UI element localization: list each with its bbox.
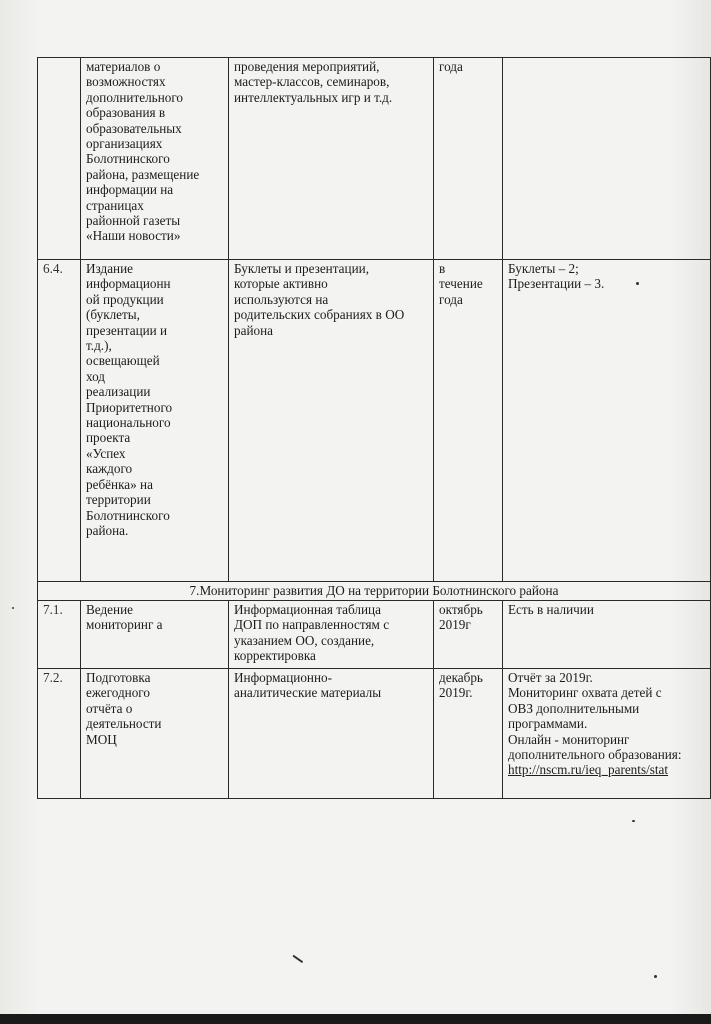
- text-line: возможностях: [86, 74, 166, 90]
- text-line: ход: [86, 368, 106, 384]
- scan-speck: [12, 607, 14, 609]
- text-line: реализации: [86, 384, 151, 400]
- form-cell: [229, 58, 434, 260]
- text-line: национального: [86, 415, 171, 431]
- text-line: страницах: [86, 197, 144, 213]
- text-line: года: [439, 291, 463, 307]
- scan-speck: [654, 975, 657, 978]
- text-line: Отчёт за 2019г.: [508, 670, 593, 685]
- deadline-cell: [434, 260, 503, 582]
- scan-edge: [0, 1014, 711, 1024]
- text-line: информационн: [86, 276, 171, 292]
- text-line: программами.: [508, 716, 588, 732]
- text-line: образования в: [86, 105, 166, 121]
- deadline-cell: [434, 601, 503, 669]
- text-line: дополнительного: [86, 89, 184, 105]
- text-line: Приоритетного: [86, 399, 173, 415]
- text-line: презентации и: [86, 322, 168, 338]
- scan-speck: [632, 820, 635, 822]
- activity-cell: [81, 669, 229, 799]
- text-line: дополнительного образования:: [508, 747, 682, 763]
- table-row-7-1: [38, 601, 711, 669]
- text-line: Буклеты и презентации,: [234, 261, 369, 276]
- text-line: освещающей: [86, 353, 160, 369]
- text-line: проекта: [86, 430, 131, 446]
- form-cell: [229, 601, 434, 669]
- scan-speck: [636, 282, 639, 285]
- text-line: ДОП по направленностям с: [234, 617, 390, 633]
- text-line: Болотнинского: [86, 151, 170, 167]
- text-line: информации на: [86, 182, 174, 198]
- table-row-continuation: [38, 58, 711, 260]
- result-cell: [503, 669, 711, 799]
- activity-cell: [81, 260, 229, 582]
- text-line: Ведение: [86, 602, 134, 617]
- monitoring-link[interactable]: http://nscm.ru/ieq_parents/stat: [508, 762, 669, 778]
- text-line: указанием ОО, создание,: [234, 632, 375, 648]
- text-line: МОЦ: [86, 731, 117, 747]
- text-line: ежегодного: [86, 685, 150, 701]
- text-line: ой продукции: [86, 291, 164, 307]
- text-line: каждого: [86, 461, 133, 477]
- text-line: Болотнинского: [86, 507, 170, 523]
- section-title: 7.Мониторинг развития ДО на территории Болотнинского района: [38, 582, 711, 601]
- text-line: района: [234, 322, 274, 338]
- text-line: ОВЗ дополнительными: [508, 700, 640, 716]
- activity-cell: [81, 601, 229, 669]
- text-line: района.: [86, 522, 129, 538]
- text-line: Информационно-: [234, 670, 333, 685]
- deadline-cell: [434, 669, 503, 799]
- text-line: ребёнка» на: [86, 476, 153, 492]
- text-line: Есть в наличии: [508, 602, 594, 617]
- text-line: Подготовка: [86, 670, 151, 685]
- text-line: Информационная таблица: [234, 602, 381, 617]
- text-line: образовательных: [86, 120, 182, 136]
- text-line: «Наши новости»: [86, 228, 181, 244]
- text-line: деятельности: [86, 716, 162, 732]
- text-line: Буклеты – 2;: [508, 261, 579, 276]
- text-line: (буклеты,: [86, 307, 140, 323]
- table-row-6-4: [38, 260, 711, 582]
- text-line: «Успех: [86, 445, 126, 461]
- text-line: материалов о: [86, 59, 161, 74]
- text-line: Презентации – 3.: [508, 276, 605, 292]
- text-line: аналитические материалы: [234, 685, 382, 701]
- result-cell: [503, 601, 711, 669]
- activity-cell: [81, 58, 229, 260]
- text-line: отчёта о: [86, 700, 133, 716]
- form-cell: [229, 260, 434, 582]
- text-line: мастер-классов, семинаров,: [234, 74, 390, 90]
- row-number: 7.1.: [38, 601, 81, 669]
- section-header-row: [38, 582, 711, 601]
- text-line: в: [439, 261, 446, 276]
- text-line: Мониторинг охвата детей с: [508, 685, 662, 701]
- text-line: 2019г.: [439, 685, 473, 701]
- text-line: года: [439, 59, 463, 74]
- text-line: декабрь: [439, 670, 483, 685]
- result-cell: [503, 260, 711, 582]
- text-line: Издание: [86, 261, 134, 276]
- plan-table: [37, 57, 711, 799]
- text-line: районной газеты: [86, 213, 181, 229]
- text-line: 2019г: [439, 617, 471, 633]
- text-line: которые активно: [234, 276, 328, 292]
- text-line: мониторинг а: [86, 617, 163, 633]
- text-line: территории: [86, 492, 151, 508]
- table-row-7-2: [38, 669, 711, 799]
- result-cell: [503, 58, 711, 260]
- text-line: Онлайн - мониторинг: [508, 731, 630, 747]
- text-line: организациях: [86, 136, 163, 152]
- text-line: родительских собраниях в ОО: [234, 307, 405, 323]
- text-line: района, размещение: [86, 166, 200, 182]
- form-cell: [229, 669, 434, 799]
- deadline-cell: [434, 58, 503, 260]
- text-line: проведения мероприятий,: [234, 59, 380, 74]
- row-number-cell: [38, 58, 81, 260]
- text-line: интеллектуальных игр и т.д.: [234, 89, 393, 105]
- text-line: октябрь: [439, 602, 483, 617]
- text-line: используются на: [234, 291, 329, 307]
- text-line: корректировка: [234, 648, 316, 664]
- row-number: 7.2.: [38, 669, 81, 799]
- row-number: 6.4.: [38, 260, 81, 582]
- text-line: течение: [439, 276, 483, 292]
- text-line: т.д.),: [86, 338, 112, 354]
